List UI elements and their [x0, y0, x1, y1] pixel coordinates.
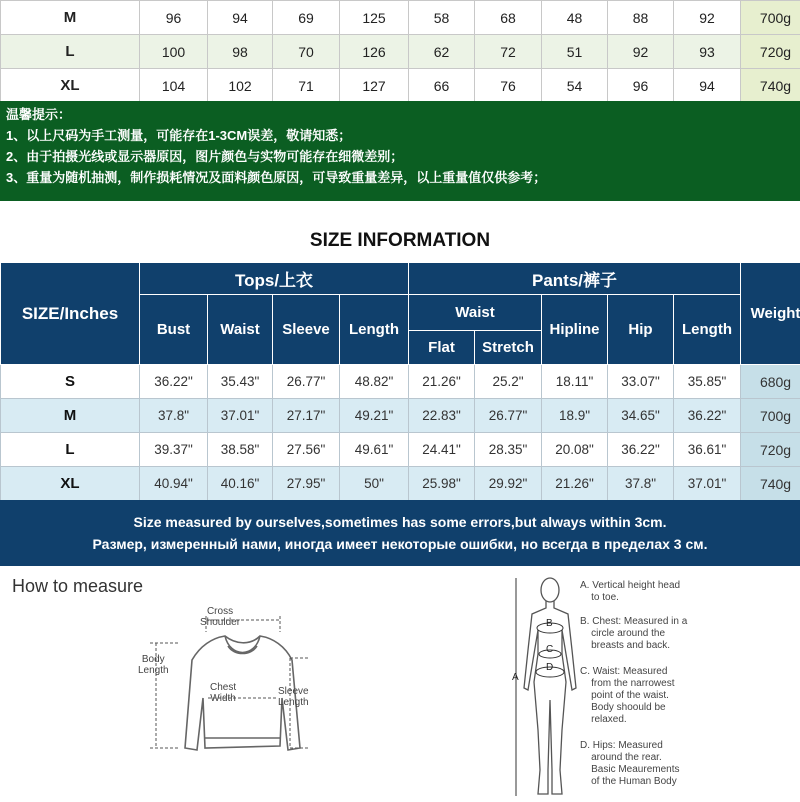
letter-c: C: [546, 644, 553, 655]
table-row: [1, 365, 800, 399]
weight-cell: 700g: [741, 1, 800, 35]
value-cell: 92: [608, 35, 674, 69]
value-cell: 27.17": [273, 399, 340, 433]
chinese-notice: [0, 101, 800, 201]
size-cell: XL: [1, 467, 140, 501]
value-cell: 24.41": [409, 433, 475, 467]
note-a: A. Vertical height head to toe.: [580, 580, 795, 604]
value-cell: 27.95": [273, 467, 340, 501]
value-cell: 35.85": [674, 365, 741, 399]
value-cell: 37.8": [140, 399, 208, 433]
size-cell: L: [1, 35, 140, 69]
value-cell: 28.35": [475, 433, 542, 467]
value-cell: 92: [674, 1, 741, 35]
sleeve-length-label: Sleeve Length: [278, 686, 309, 708]
value-cell: 66: [409, 69, 475, 103]
value-cell: 29.92": [475, 467, 542, 501]
value-cell: 96: [608, 69, 674, 103]
value-cell: 37.8": [608, 467, 674, 501]
value-cell: 21.26": [409, 365, 475, 399]
header-sleeve: Sleeve: [273, 295, 340, 365]
note-c: C. Waist: Measured from the narrowest point of the waist. Body shoould be relaxed.: [580, 666, 795, 726]
size-cell: S: [1, 365, 140, 399]
value-cell: 62: [409, 35, 475, 69]
value-cell: 76: [475, 69, 542, 103]
value-cell: 54: [542, 69, 608, 103]
letter-a: A: [512, 672, 519, 683]
value-cell: 36.22": [674, 399, 741, 433]
value-cell: 49.61": [340, 433, 409, 467]
chest-width-label: Chest Width: [210, 682, 236, 704]
body-length-label: Body Length: [138, 654, 169, 676]
value-cell: 71: [273, 69, 340, 103]
note-b: B. Chest: Measured in a circle around the breasts and back.: [580, 616, 795, 652]
size-information-title: SIZE INFORMATION: [0, 230, 800, 252]
value-cell: 96: [140, 1, 208, 35]
value-cell: 69: [273, 1, 340, 35]
value-cell: 26.77": [273, 365, 340, 399]
notice-line-3: 3、重量为随机抽测，制作损耗情况及面料颜色原因，可导致重量差异，以上重量值仅供参考；: [6, 167, 794, 188]
header-weight: Weight: [741, 263, 800, 365]
value-cell: 36.61": [674, 433, 741, 467]
weight-cell: 700g: [741, 399, 800, 433]
how-to-measure-panel: [0, 566, 800, 800]
measurement-disclaimer: [0, 500, 800, 566]
value-cell: 40.94": [140, 467, 208, 501]
value-cell: 21.26": [542, 467, 608, 501]
value-cell: 58: [409, 1, 475, 35]
notice-line-1: 1、以上尺码为手工测量，可能存在1-3CM误差，敬请知悉；: [6, 125, 794, 146]
value-cell: 26.77": [475, 399, 542, 433]
value-cell: 72: [475, 35, 542, 69]
header-stretch: Stretch: [475, 331, 542, 365]
value-cell: 38.58": [208, 433, 273, 467]
value-cell: 34.65": [608, 399, 674, 433]
header-pants-length: Length: [674, 295, 741, 365]
disclaimer-russian: Размер, измеренный нами, иногда имеет некоторые ошибки, но всегда в пределах 3 см.: [0, 533, 800, 555]
header-waist: Waist: [208, 295, 273, 365]
value-cell: 33.07": [608, 365, 674, 399]
value-cell: 36.22": [140, 365, 208, 399]
value-cell: 100: [140, 35, 208, 69]
header-hipline: Hipline: [542, 295, 608, 365]
value-cell: 27.56": [273, 433, 340, 467]
value-cell: 49.21": [340, 399, 409, 433]
weight-cell: 720g: [741, 433, 800, 467]
table-row: [1, 467, 800, 501]
value-cell: 102: [208, 69, 273, 103]
weight-cell: 740g: [741, 467, 800, 501]
disclaimer-english: Size measured by ourselves,sometimes has some errors,but always within 3cm.: [0, 511, 800, 533]
value-cell: 35.43": [208, 365, 273, 399]
notice-line-2: 2、由于拍摄光线或显示器原因，图片颜色与实物可能存在细微差别；: [6, 146, 794, 167]
value-cell: 25.2": [475, 365, 542, 399]
value-cell: 37.01": [208, 399, 273, 433]
size-cell: L: [1, 433, 140, 467]
size-cell: XL: [1, 69, 140, 103]
letter-d: D: [546, 662, 553, 673]
letter-b: B: [546, 618, 553, 629]
header-hip: Hip: [608, 295, 674, 365]
value-cell: 70: [273, 35, 340, 69]
value-cell: 18.9": [542, 399, 608, 433]
header-bust: Bust: [140, 295, 208, 365]
value-cell: 39.37": [140, 433, 208, 467]
value-cell: 94: [208, 1, 273, 35]
weight-cell: 740g: [741, 69, 800, 103]
weight-cell: 680g: [741, 365, 800, 399]
value-cell: 36.22": [608, 433, 674, 467]
value-cell: 125: [340, 1, 409, 35]
previous-size-table: [0, 0, 800, 103]
header-flat: Flat: [409, 331, 475, 365]
value-cell: 48: [542, 1, 608, 35]
value-cell: 98: [208, 35, 273, 69]
value-cell: 40.16": [208, 467, 273, 501]
table-row: [1, 433, 800, 467]
value-cell: 94: [674, 69, 741, 103]
header-pants-waist: Waist: [409, 295, 542, 331]
value-cell: 20.08": [542, 433, 608, 467]
value-cell: 88: [608, 1, 674, 35]
size-cell: M: [1, 1, 140, 35]
value-cell: 93: [674, 35, 741, 69]
value-cell: 51: [542, 35, 608, 69]
table-row: [1, 1, 800, 35]
value-cell: 127: [340, 69, 409, 103]
value-cell: 18.11": [542, 365, 608, 399]
value-cell: 48.82": [340, 365, 409, 399]
header-pants: Pants/裤子: [409, 263, 741, 295]
notice-heading: 温馨提示：: [6, 104, 794, 125]
how-to-measure-title: How to measure: [12, 576, 143, 597]
cross-shoulder-label: Cross Shoulder: [200, 606, 240, 628]
value-cell: 68: [475, 1, 542, 35]
note-d: D. Hips: Measured around the rear. Basic Meaurements of the Human Body: [580, 740, 795, 788]
size-cell: M: [1, 399, 140, 433]
table-row: [1, 399, 800, 433]
value-cell: 22.83": [409, 399, 475, 433]
value-cell: 37.01": [674, 467, 741, 501]
header-size-inches: SIZE/Inches: [1, 263, 140, 365]
value-cell: 25.98": [409, 467, 475, 501]
header-length: Length: [340, 295, 409, 365]
value-cell: 50": [340, 467, 409, 501]
table-row: [1, 35, 800, 69]
value-cell: 126: [340, 35, 409, 69]
table-row: [1, 69, 800, 103]
size-information-table: [0, 262, 800, 501]
header-tops: Tops/上衣: [140, 263, 409, 295]
weight-cell: 720g: [741, 35, 800, 69]
value-cell: 104: [140, 69, 208, 103]
